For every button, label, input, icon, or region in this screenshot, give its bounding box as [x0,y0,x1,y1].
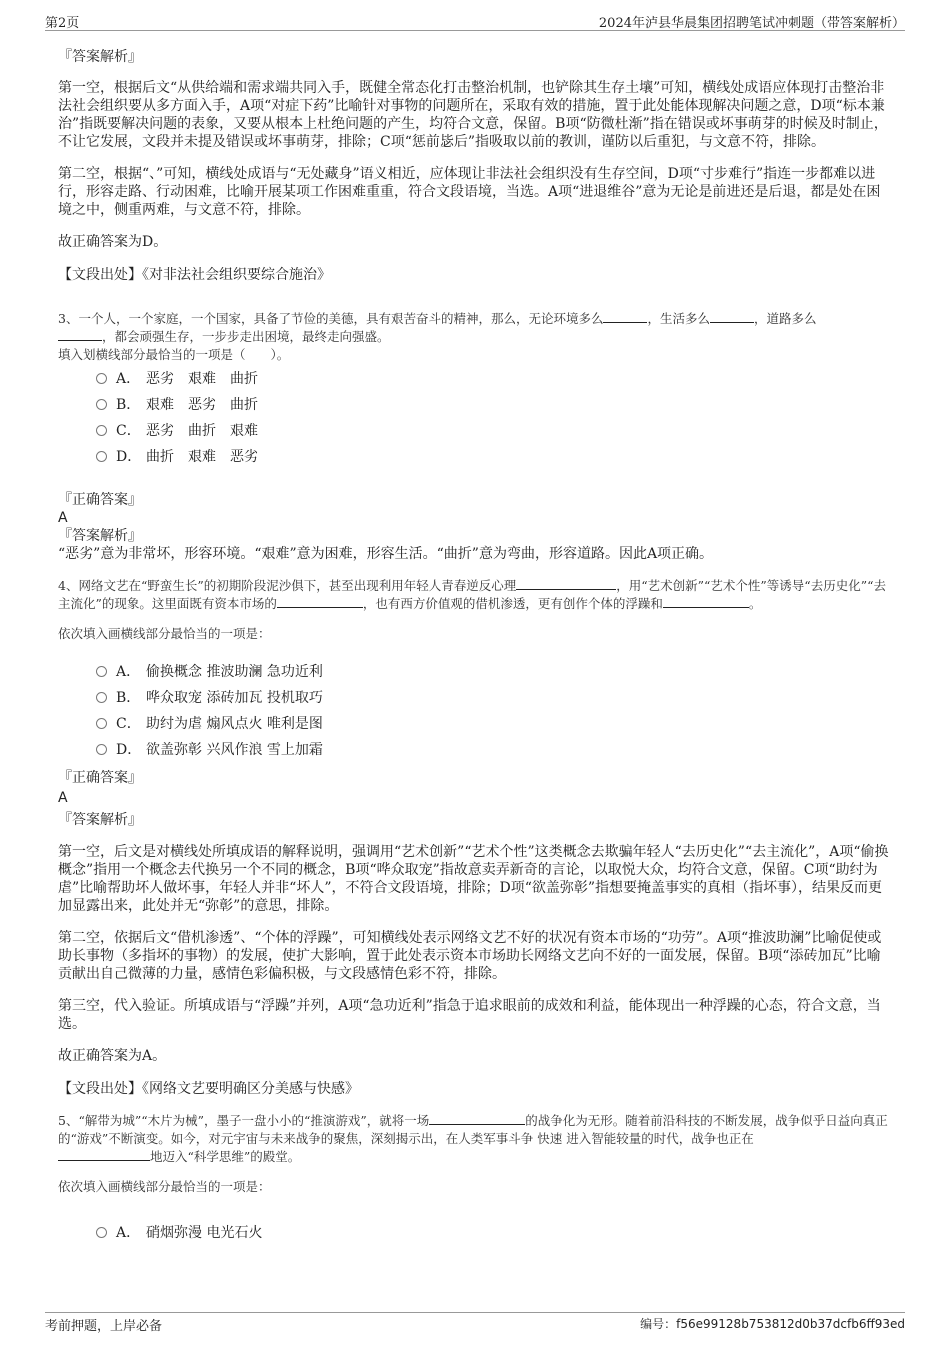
page-content [58,48,894,1246]
page-footer [45,1312,905,1333]
q4-stem: 4、网络文艺在“野蛮生长”的初期阶段泥沙俱下，甚至出现利用年轻人青春逆反心理 ，用“艺术创新”“艺术个性”等诱导“去历史化”“去主流化”的现象。这里面既有资本市场的 ，也有西方价值观的借机渗透，更有创作个体的浮躁和 。 [58,578,886,611]
q2-analysis-para1: 第一空，根据后文“从供给端和需求端共同入手，既健全常态化打击整治机制，也铲除其生存土壤”可知，横线处成语应体现打击整治非法社会组织要从多方面入手，A项“对症下药”比喻针对事物的问题所在，采取有效的措施，置于此处能体现解决问题之意，D项“标本兼治”指既要解决问题的表象，又要从根本上杜绝问题的产生，均符合文意，保留。B项“防微杜渐”指在错误或坏事萌芽的时候及时制止，不让它发展，文段并未提及错误或坏事萌芽，排除；C项“惩前毖后”指吸取以前的教训，谨防以后重犯，与文意不符，排除。 [58,80,888,150]
q4-analysis-para2: 第二空，依据后文“借机渗透”、“个体的浮躁”，可知横线处表示网络文艺不好的状况有资本市场的“功劳”。A项“推波助澜”比喻促使或助长事物（多指坏的事物）的发展，使扩大影响，置于此处表示资本市场助长网络文艺向不好的一面发展，保留。B项“添砖加瓦”比喻贡献出自己微薄的力量，感情色彩偏积极，与文段感情色彩不符，排除。 [58,930,882,982]
q2-source: 【文段出处】《对非法社会组织要综合施治》 [58,267,331,283]
q3-options [96,366,894,470]
radio-icon[interactable] [96,692,107,703]
q4-analysis-para3: 第三空，代入验证。所填成语与“浮躁”并列，A项“急功近利”指急于追求眼前的成效和利益，能体现出一种浮躁的心态，符合文意，当选。 [58,998,881,1032]
q4-option-d[interactable]: D． 欲盖弥彰 兴风作浪 雪上加霜 [96,737,894,763]
q3-option-c[interactable]: C． 恶劣 曲折 艰难 [96,418,894,444]
q4-option-b[interactable]: B． 哗众取宠 添砖加瓦 投机取巧 [96,685,894,711]
page-header [45,10,905,31]
q3-answer: A [58,510,68,526]
q5-options [96,1220,894,1246]
radio-icon[interactable] [96,1227,107,1238]
analysis-tag: 『答案解析』 [58,49,142,65]
q3-stem: 3、一个人，一个家庭，一个国家，具备了节俭的美德，具有艰苦奋斗的精神，那么，无论环境多么 ，生活多么 ，道路多么 ，都会顽强生存，一步步走出困境，最终走向强盛。 [58,311,817,344]
radio-icon[interactable] [96,744,107,755]
page-number: 第2页 [45,16,80,31]
q3-correct-tag: 『正确答案』 [58,492,142,508]
q4-analysis-para1: 第一空，后文是对横线处所填成语的解释说明，强调用“艺术创新”“艺术个性”这类概念去欺骗年轻人“去历史化”“去主流化”，A项“偷换概念”指用一个概念去代换另一个不同的概念，B项“哗众取宠”指故意卖弄新奇的言论，以取悦大众，均符合文意，保留。C项“助纣为虐”比喻帮助坏人做坏事，年轻人并非“坏人”，不符合文段语境，排除；D项“欲盖弥彰”指想要掩盖事实的真相（指坏事），结果反而更加显露出来，此处并无“弥彰”的意思，排除。 [58,844,889,914]
q4-analysis-tag: 『答案解析』 [58,812,142,828]
radio-icon[interactable] [96,666,107,677]
radio-icon[interactable] [96,451,107,462]
q4-prompt: 依次填入画横线部分最恰当的一项是： [58,626,271,641]
document-title: 2024年泸县华晨集团招聘笔试冲刺题（带答案解析） [598,16,905,31]
q4-answer: A [58,790,68,806]
q3-option-b[interactable]: B． 艰难 恶劣 曲折 [96,392,894,418]
radio-icon[interactable] [96,373,107,384]
q4-source: 【文段出处】《网络文艺要明确区分美感与快感》 [58,1081,359,1097]
q2-analysis-para2: 第二空，根据“、”可知，横线处成语与“无处藏身”语义相近，应体现让非法社会组织没有生存空间，D项“寸步难行”指连一步都难以进行，形容走路、行动困难，比喻开展某项工作困难重重，符合文段语境，当选。A项“进退维谷”意为无论是前进还是后退，都是处在困境之中，侧重两难，与文意不符，排除。 [58,166,881,218]
q4-options [96,659,894,763]
q3-option-a[interactable]: A． 恶劣 艰难 曲折 [96,366,894,392]
q4-correct-tag: 『正确答案』 [58,770,142,786]
q3-prompt: 填入划横线部分最恰当的一项是（ ）。 [58,347,290,362]
q2-conclusion: 故正确答案为D。 [58,234,168,250]
q4-option-a[interactable]: A． 偷换概念 推波助澜 急功近利 [96,659,894,685]
q3-option-d[interactable]: D． 曲折 艰难 恶劣 [96,444,894,470]
radio-icon[interactable] [96,425,107,436]
radio-icon[interactable] [96,399,107,410]
q5-option-a[interactable]: A． 硝烟弥漫 电光石火 [96,1220,894,1246]
q4-option-c[interactable]: C． 助纣为虐 煽风点火 唯利是图 [96,711,894,737]
document-id: 编号：f56e99128b753812d0b37dcfb6ff93ed [640,1317,905,1331]
q5-prompt: 依次填入画横线部分最恰当的一项是： [58,1179,271,1194]
q3-analysis-tag: 『答案解析』 [58,528,142,544]
q5-stem: 5、“解带为城”“木片为械”，墨子一盘小小的“推演游戏”，就将一场 的战争化为无形。随着前沿科技的不断发展，战争似乎日益向真正的“游戏”不断演变。如今，对元宇宙与未来战争的聚焦，深刻揭示出，在人类军事斗争 快速 进入智能较量的时代，战争也正在 地迈入“科学思维”的殿堂。 [58,1113,888,1164]
q4-conclusion: 故正确答案为A。 [58,1048,167,1064]
radio-icon[interactable] [96,718,107,729]
q3-analysis: “恶劣”意为非常坏，形容环境。“艰难”意为困难，形容生活。“曲折”意为弯曲，形容道路。因此A项正确。 [58,546,714,562]
footer-slogan: 考前押题，上岸必备 [45,1319,163,1334]
